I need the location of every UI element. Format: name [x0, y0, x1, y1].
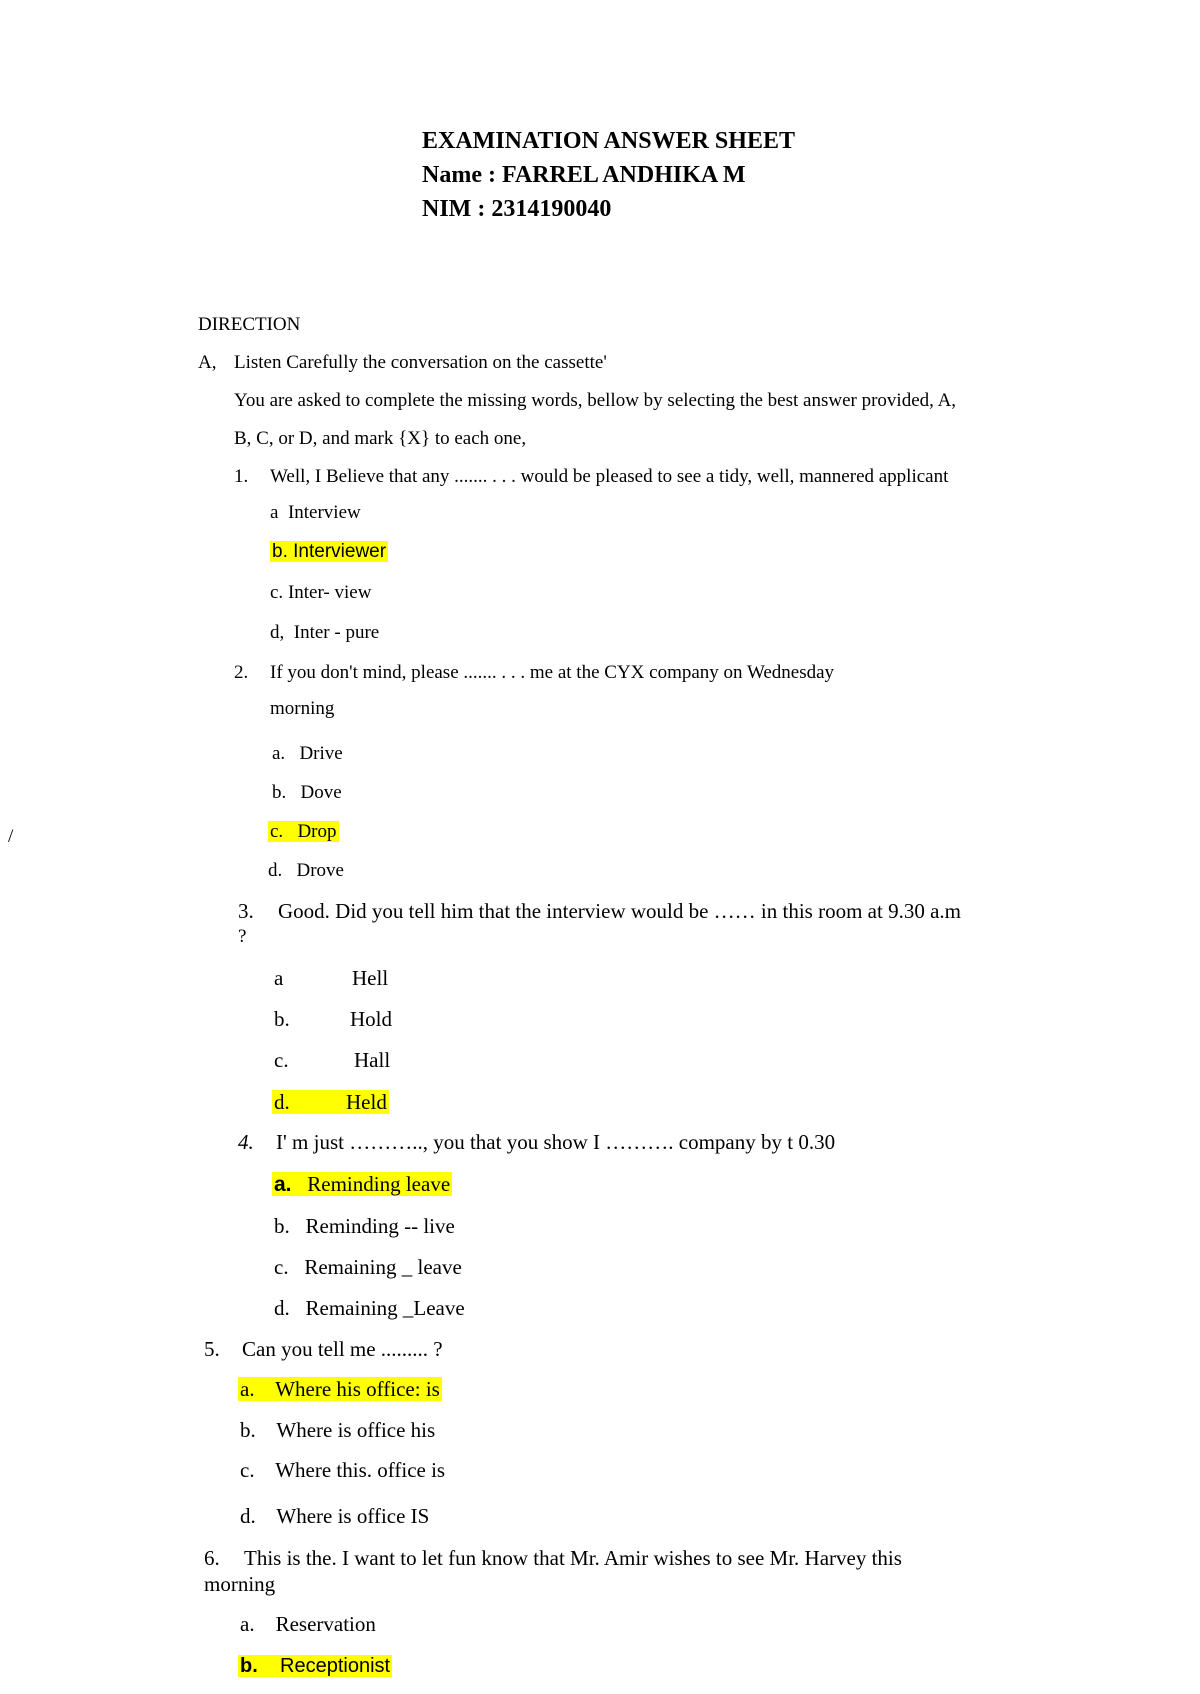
direction-a-text: Listen Carefully the conversation on the cassette' — [234, 352, 607, 373]
highlighted-answer: a. Where his office: is — [240, 1377, 440, 1401]
q2-option-b: b. Dove — [272, 782, 342, 803]
q3-option-d — [272, 1090, 389, 1115]
q3-option-b: b. Hold — [274, 1007, 392, 1031]
q5-option-a — [238, 1377, 442, 1402]
question-2-text-cont: morning — [270, 698, 335, 719]
highlighted-answer: a. Reminding leave — [274, 1172, 451, 1196]
student-nim: NIM : 2314190040 — [422, 196, 612, 222]
option-text: Inter - pure — [293, 622, 380, 643]
option-text: Interview — [287, 502, 361, 523]
question-4-text: I' m just ……….., you that you show I ………. company by t 0.30 — [276, 1130, 836, 1154]
direction-heading: DIRECTION — [198, 314, 301, 335]
option-letter: c. — [270, 582, 284, 603]
question-3-text-cont: ? — [238, 926, 247, 947]
question-3-text: Good. Did you tell him that the interview would be …… in this room at 9.30 a.m — [278, 899, 961, 923]
q1-option-c — [270, 582, 371, 604]
q1-option-b — [270, 541, 388, 563]
q2-option-d: d. Drove — [268, 860, 344, 881]
option-letter: a — [270, 502, 279, 523]
question-5-number: 5. — [204, 1337, 220, 1361]
question-5-text: Can you tell me ......... ? — [242, 1337, 443, 1361]
question-2-text: If you don't mind, please ....... . . . me at the CYX company on Wednesday — [270, 662, 835, 683]
q5-option-d: d. Where is office IS — [240, 1504, 430, 1528]
question-4-number: 4. — [238, 1130, 254, 1154]
instruction-line-1: You are asked to complete the missing words, bellow by selecting the best answer provided, A, — [234, 390, 957, 411]
highlighted-answer: b. Interviewer — [272, 541, 387, 562]
question-6-text-cont: morning — [204, 1572, 276, 1596]
margin-mark: / — [8, 826, 14, 847]
highlighted-answer: c. Drop — [270, 821, 337, 842]
option-text: Inter- view — [287, 582, 372, 603]
direction-a-marker: A, — [198, 352, 217, 373]
q4-option-c: c. Remaining _ leave — [274, 1255, 462, 1279]
q4-option-d: d. Remaining _Leave — [274, 1296, 465, 1320]
q3-option-c: c. Hall — [274, 1048, 391, 1072]
highlighted-answer: b. Receptionist — [240, 1655, 391, 1677]
option-letter: d, — [270, 622, 285, 643]
q2-option-a: a. Drive — [272, 743, 343, 764]
question-1-number: 1. — [234, 466, 249, 487]
q6-option-a: a. Reservation — [240, 1612, 376, 1636]
question-2-number: 2. — [234, 662, 249, 683]
question-3-number: 3. — [238, 899, 254, 923]
instruction-line-2: B, C, or D, and mark {X} to each one, — [234, 428, 527, 449]
question-6-text: This is the. I want to let fun know that Mr. Amir wishes to see Mr. Harvey this — [244, 1546, 902, 1570]
q4-option-a — [272, 1172, 452, 1197]
q5-option-c: c. Where this. office is — [240, 1458, 446, 1482]
question-1-text: Well, I Believe that any ....... . . . would be pleased to see a tidy, well, mannered applicant — [270, 466, 949, 487]
student-name: Name : FARREL ANDHIKA M — [422, 162, 746, 188]
q3-option-a: a Hell — [274, 966, 389, 990]
q6-option-b — [238, 1653, 392, 1678]
sheet-title: EXAMINATION ANSWER SHEET — [422, 128, 795, 154]
q5-option-b: b. Where is office his — [240, 1418, 436, 1442]
q1-option-d — [270, 622, 379, 644]
question-6-number: 6. — [204, 1546, 220, 1570]
highlighted-answer: d. Held — [274, 1090, 387, 1114]
q4-option-b: b. Reminding -- live — [274, 1214, 455, 1238]
q2-option-c — [268, 821, 339, 843]
q1-option-a — [270, 502, 361, 524]
